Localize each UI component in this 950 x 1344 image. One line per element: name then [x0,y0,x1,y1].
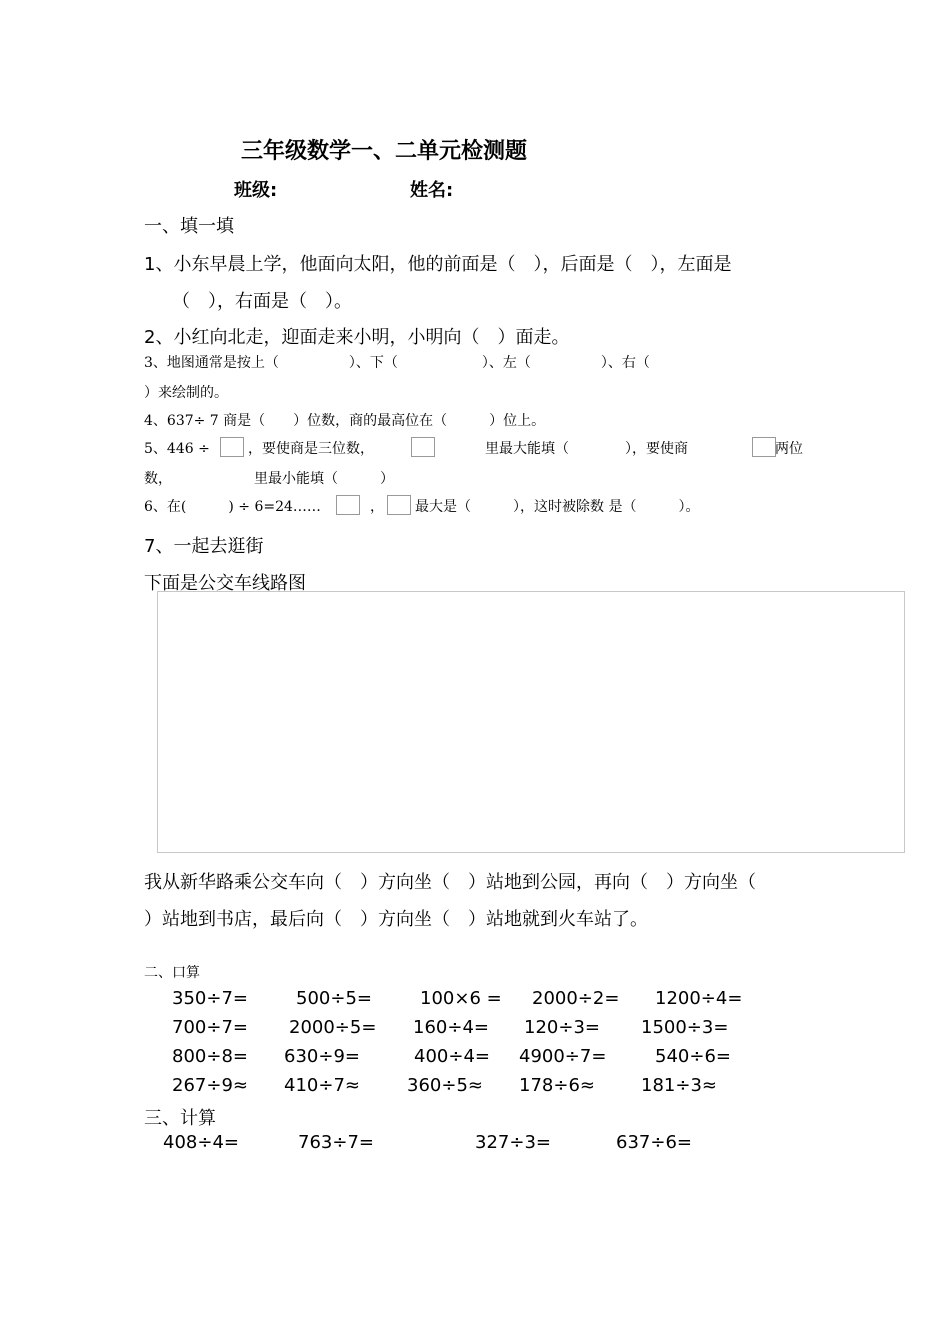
mental-math-item: 100×6 = [420,988,502,1009]
page-title: 三年级数学一、二单元检测题 [241,139,528,164]
answer-box[interactable] [387,495,411,515]
question-5-part-c: 里最大能填（ ），要使商 [485,441,688,457]
question-3-line-2: ）来绘制的。 [144,385,228,401]
mental-math-item: 178÷6≈ [519,1075,595,1096]
answer-box[interactable] [336,495,360,515]
question-6-part-a: 6、在( ) ÷ 6=24…… [144,499,321,515]
mental-math-item: 2000÷5= [289,1017,377,1038]
question-7-line-2: ）站地到书店，最后向（ ）方向坐（ ）站地就到火车站了。 [144,909,648,930]
name-label: 姓名: [410,180,454,201]
section2-heading: 二、口算 [144,965,200,981]
question-5-line-2a: 数， [144,471,172,487]
question-6-part-c: 最大是（ ），这时被除数 是（ ）。 [415,499,700,515]
section1-heading: 一、填一填 [144,216,234,237]
mental-math-item: 1500÷3= [641,1017,729,1038]
question-3-line-1: 3、地图通常是按上（ ）、下（ ）、左（ ）、右（ [144,355,650,371]
question-5-part-b: ，要使商是三位数， [248,441,374,457]
mental-math-item: 4900÷7= [519,1046,607,1067]
answer-box[interactable] [752,437,776,457]
mental-math-item: 540÷6= [655,1046,731,1067]
mental-math-item: 400÷4= [414,1046,490,1067]
bus-route-map-frame [157,591,905,853]
mental-math-item: 350÷7= [172,988,248,1009]
calculation-item: 637÷6= [616,1132,692,1153]
question-5-line-2b: 里最小能填（ ） [254,471,394,487]
question-4: 4、637÷ 7 商是（ ）位数，商的最高位在（ ）位上。 [144,413,546,429]
question-2: 2、小红向北走，迎面走来小明，小明向（ ）面走。 [144,327,570,348]
mental-math-item: 2000÷2= [532,988,620,1009]
mental-math-item: 700÷7= [172,1017,248,1038]
mental-math-item: 410÷7≈ [284,1075,360,1096]
mental-math-item: 181÷3≈ [641,1075,717,1096]
mental-math-item: 267÷9≈ [172,1075,248,1096]
question-5-part-a: 5、446 ÷ [144,441,210,457]
section3-heading: 三、计算 [144,1108,216,1129]
question-7-heading: 7、一起去逛街 [144,536,264,557]
calculation-item: 327÷3= [475,1132,551,1153]
mental-math-item: 160÷4= [413,1017,489,1038]
mental-math-item: 500÷5= [296,988,372,1009]
mental-math-item: 120÷3= [524,1017,600,1038]
question-6-part-b: ， [370,499,384,515]
calculation-item: 763÷7= [298,1132,374,1153]
calculation-item: 408÷4= [163,1132,239,1153]
mental-math-item: 800÷8= [172,1046,248,1067]
question-1-line-2: （ ），右面是（ ）。 [172,291,352,312]
answer-box[interactable] [411,437,435,457]
class-label: 班级: [234,180,278,201]
mental-math-item: 630÷9= [284,1046,360,1067]
question-7-line-1: 我从新华路乘公交车向（ ）方向坐（ ）站地到公园，再向（ ）方向坐（ [144,872,756,893]
question-1-line-1: 1、小东早晨上学，他面向太阳，他的前面是（ ），后面是（ ），左面是 [144,254,732,275]
answer-box[interactable] [220,437,244,457]
question-7-subheading: 下面是公交车线路图 [144,573,306,594]
question-5-part-d: 两位 [775,441,803,457]
mental-math-item: 1200÷4= [655,988,743,1009]
mental-math-item: 360÷5≈ [407,1075,483,1096]
